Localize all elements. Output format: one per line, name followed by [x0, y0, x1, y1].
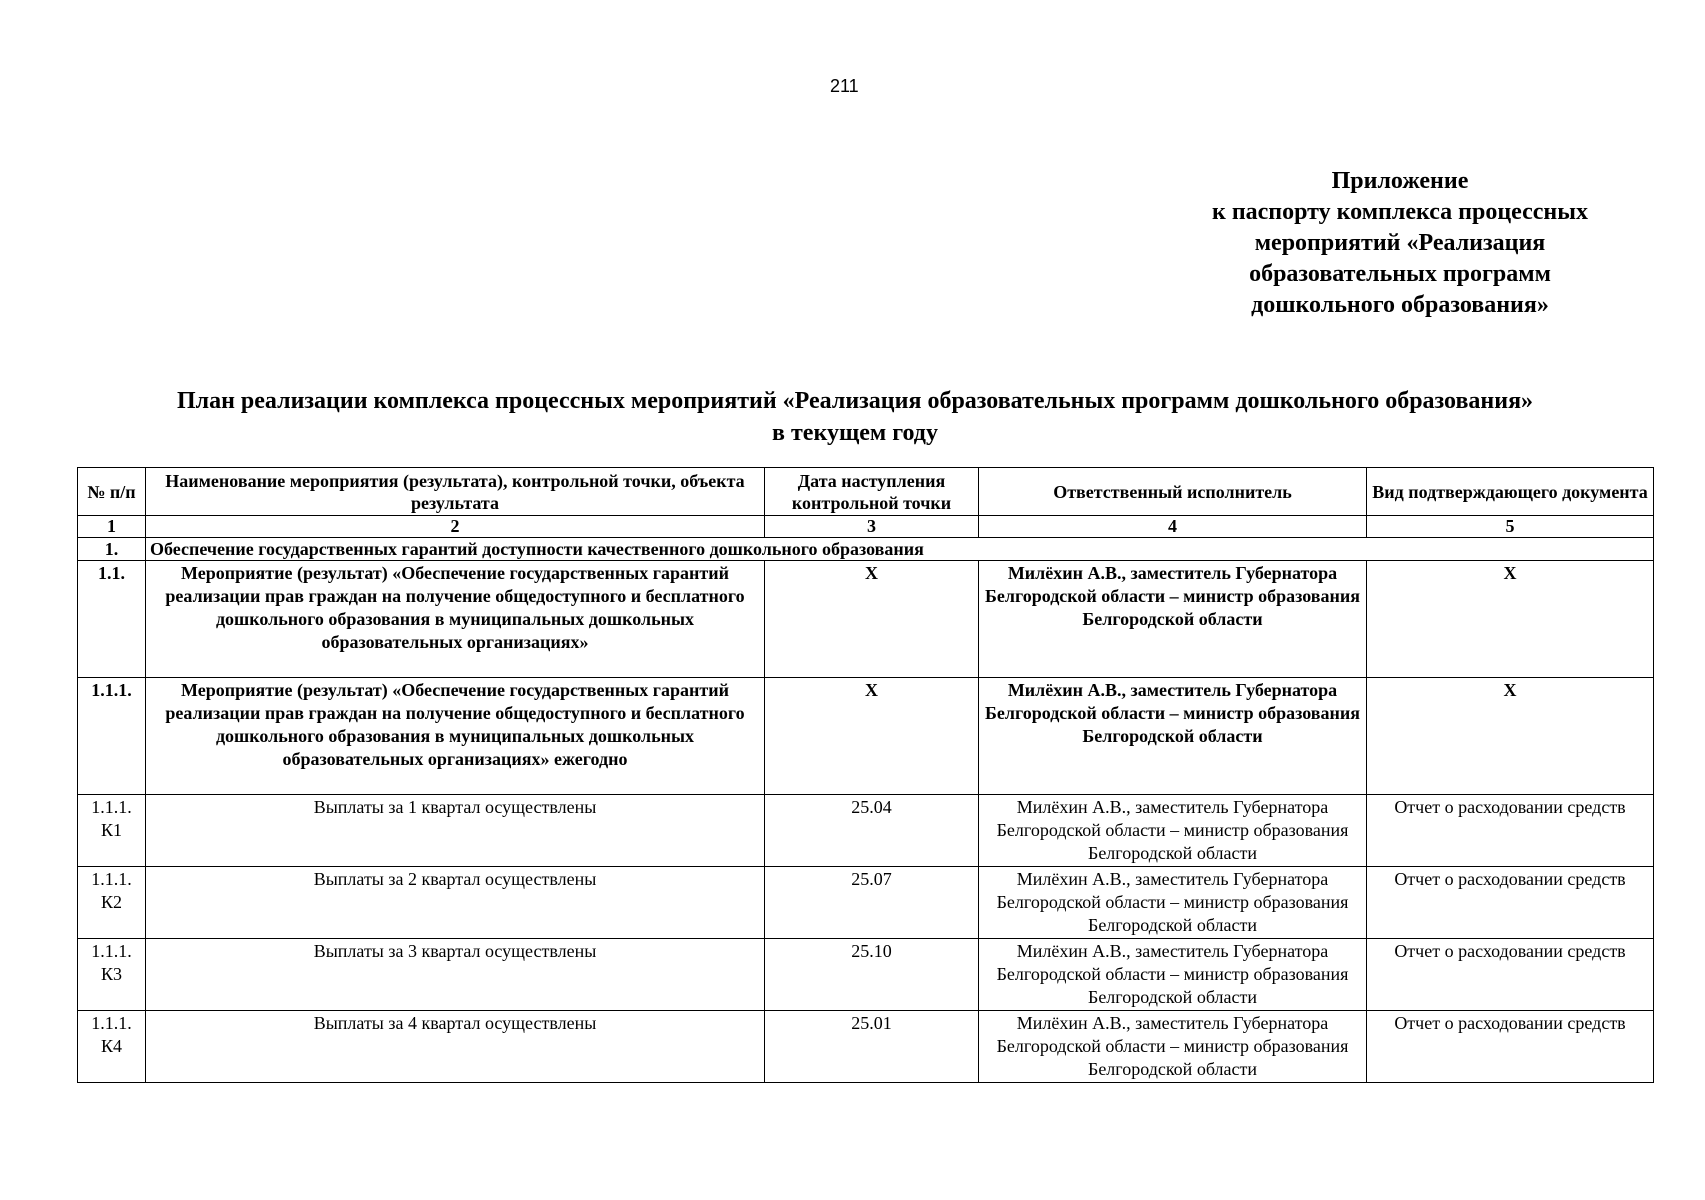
table-row	[78, 867, 1654, 939]
appendix-caption	[1180, 166, 1620, 321]
row-name: Выплаты за 4 квартал осуществлены	[146, 1011, 765, 1083]
row-responsible: Милёхин А.В., заместитель Губернатора Белгородской области – министр образования Белгородской области	[979, 561, 1367, 678]
header-doc: Вид подтверждающего документа	[1367, 468, 1654, 516]
appendix-line: дошкольного образования»	[1251, 292, 1549, 318]
row-name: Выплаты за 3 квартал осуществлены	[146, 939, 765, 1011]
row-date: 25.10	[765, 939, 979, 1011]
section-title: Обеспечение государственных гарантий доступности качественного дошкольного образования	[146, 538, 1654, 561]
table-row	[78, 678, 1654, 795]
column-number: 2	[146, 516, 765, 538]
appendix-line: мероприятий «Реализация	[1254, 230, 1546, 256]
header-name: Наименование мероприятия (результата), контрольной точки, объекта результата	[146, 468, 765, 516]
row-responsible: Милёхин А.В., заместитель Губернатора Белгородской области – министр образования Белгородской области	[979, 1011, 1367, 1083]
plan-title	[60, 385, 1650, 449]
table-header-row	[78, 468, 1654, 516]
plan-title-line: в текущем году	[772, 420, 938, 446]
row-num: 1.1.1. К2	[78, 867, 146, 939]
section-row	[78, 538, 1654, 561]
row-date: Х	[765, 561, 979, 678]
column-number-row	[78, 516, 1654, 538]
plan-table-container	[77, 467, 1653, 1083]
header-num: № п/п	[78, 468, 146, 516]
appendix-line: образовательных программ	[1249, 261, 1551, 287]
plan-table	[77, 467, 1654, 1083]
row-responsible: Милёхин А.В., заместитель Губернатора Белгородской области – министр образования Белгородской области	[979, 795, 1367, 867]
row-doc: Отчет о расходовании средств	[1367, 795, 1654, 867]
row-date: 25.07	[765, 867, 979, 939]
appendix-line: Приложение	[1331, 168, 1469, 194]
row-num: 1.1.	[78, 561, 146, 678]
column-number: 1	[78, 516, 146, 538]
table-row	[78, 561, 1654, 678]
row-doc: Отчет о расходовании средств	[1367, 867, 1654, 939]
section-num: 1.	[78, 538, 146, 561]
row-responsible: Милёхин А.В., заместитель Губернатора Белгородской области – министр образования Белгородской области	[979, 867, 1367, 939]
header-responsible: Ответственный исполнитель	[979, 468, 1367, 516]
table-row	[78, 1011, 1654, 1083]
row-num: 1.1.1. К1	[78, 795, 146, 867]
row-doc: Х	[1367, 678, 1654, 795]
table-row	[78, 795, 1654, 867]
row-responsible: Милёхин А.В., заместитель Губернатора Белгородской области – министр образования Белгородской области	[979, 939, 1367, 1011]
column-number: 5	[1367, 516, 1654, 538]
row-num: 1.1.1. К4	[78, 1011, 146, 1083]
table-row	[78, 939, 1654, 1011]
appendix-line: к паспорту комплекса процессных	[1212, 199, 1588, 225]
row-doc: Отчет о расходовании средств	[1367, 1011, 1654, 1083]
row-date: Х	[765, 678, 979, 795]
row-date: 25.01	[765, 1011, 979, 1083]
column-number: 4	[979, 516, 1367, 538]
row-responsible: Милёхин А.В., заместитель Губернатора Белгородской области – министр образования Белгородской области	[979, 678, 1367, 795]
header-date: Дата наступления контрольной точки	[765, 468, 979, 516]
row-num: 1.1.1. К3	[78, 939, 146, 1011]
row-date: 25.04	[765, 795, 979, 867]
page-number: 211	[830, 76, 859, 96]
row-name: Мероприятие (результат) «Обеспечение государственных гарантий реализации прав граждан на получение общедоступного и бесплатного дошкольного образования в муниципальных дошкольных образовательных организациях»	[146, 561, 765, 678]
plan-title-line: План реализации комплекса процессных мероприятий «Реализация образовательных программ дошкольного образования»	[176, 388, 1534, 414]
row-num: 1.1.1.	[78, 678, 146, 795]
column-number: 3	[765, 516, 979, 538]
row-name: Мероприятие (результат) «Обеспечение государственных гарантий реализации прав граждан на получение общедоступного и бесплатного дошкольного образования в муниципальных дошкольных образовательных организациях» ежегодно	[146, 678, 765, 795]
row-doc: Отчет о расходовании средств	[1367, 939, 1654, 1011]
row-name: Выплаты за 2 квартал осуществлены	[146, 867, 765, 939]
row-name: Выплаты за 1 квартал осуществлены	[146, 795, 765, 867]
row-doc: Х	[1367, 561, 1654, 678]
